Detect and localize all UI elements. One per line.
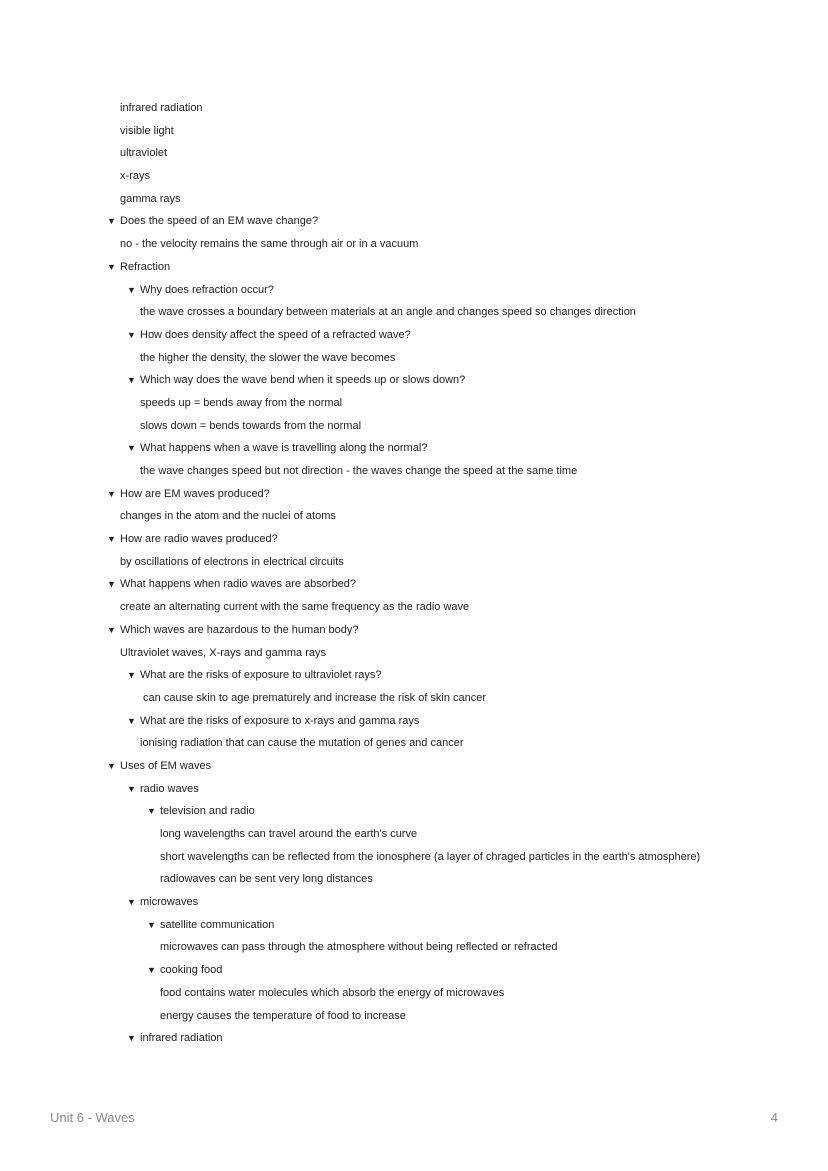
outline-item-text: Does the speed of an EM wave change?	[120, 215, 319, 228]
outline-item-text: How are EM waves produced?	[120, 487, 270, 500]
outline-text-item	[0, 394, 828, 417]
outline-text-item	[0, 167, 828, 190]
outline-list	[0, 99, 828, 1052]
outline-toggle-item[interactable]	[0, 757, 828, 780]
outline-toggle-item[interactable]	[0, 712, 828, 735]
outline-item-text: infrared radiation	[120, 102, 203, 114]
outline-toggle-item[interactable]	[0, 621, 828, 644]
collapse-triangle-icon[interactable]: ▼	[127, 284, 136, 295]
footer-title: Unit 6 - Waves	[50, 1110, 135, 1125]
outline-item-text: Which waves are hazardous to the human body?	[120, 623, 359, 636]
collapse-triangle-icon[interactable]: ▼	[127, 329, 136, 340]
collapse-triangle-icon[interactable]: ▼	[107, 488, 116, 499]
outline-item-text: the wave changes speed but not direction - the waves change the speed at the same time	[140, 465, 578, 477]
outline-item-text: cooking food	[160, 964, 223, 977]
outline-text-item	[0, 190, 828, 213]
outline-item-text: short wavelengths can be reflected from the ionosphere (a layer of chraged particles in the earth's atmosphere)	[160, 850, 701, 863]
collapse-triangle-icon[interactable]: ▼	[127, 443, 136, 454]
outline-toggle-item[interactable]	[0, 326, 828, 349]
outline-item-text: the wave crosses a boundary between materials at an angle and changes speed so changes direction	[140, 306, 636, 319]
outline-toggle-item[interactable]	[0, 1029, 828, 1052]
outline-text-item	[0, 598, 828, 621]
outline-text-item	[0, 984, 828, 1007]
collapse-triangle-icon[interactable]: ▼	[147, 806, 156, 817]
outline-item-text: gamma rays	[120, 192, 181, 205]
collapse-triangle-icon[interactable]: ▼	[127, 783, 136, 794]
outline-toggle-item[interactable]	[0, 485, 828, 508]
outline-text-item	[0, 644, 828, 667]
outline-text-item	[0, 734, 828, 757]
outline-text-item	[0, 938, 828, 961]
outline-item-text: microwaves can pass through the atmosphere without being reflected or refracted	[160, 941, 558, 954]
outline-toggle-item[interactable]	[0, 212, 828, 235]
outline-item-text: speeds up = bends away from the normal	[140, 396, 343, 409]
outline-toggle-item[interactable]	[0, 371, 828, 394]
outline-toggle-item[interactable]	[0, 780, 828, 803]
outline-item-text: Refraction	[120, 260, 171, 273]
outline-toggle-item[interactable]	[0, 258, 828, 281]
outline-item-text: radiowaves can be sent very long distances	[160, 873, 373, 886]
outline-toggle-item[interactable]	[0, 575, 828, 598]
collapse-triangle-icon[interactable]: ▼	[127, 375, 136, 386]
collapse-triangle-icon[interactable]: ▼	[127, 670, 136, 681]
outline-text-item	[0, 144, 828, 167]
collapse-triangle-icon[interactable]: ▼	[127, 1033, 136, 1044]
page-number: 4	[770, 1110, 778, 1125]
outline-item-text: microwaves	[140, 896, 199, 909]
outline-toggle-item[interactable]	[0, 802, 828, 825]
collapse-triangle-icon[interactable]: ▼	[107, 624, 116, 635]
outline-item-text: Ultraviolet waves, X-rays and gamma rays	[120, 646, 327, 659]
outline-item-text: How are radio waves produced?	[120, 533, 278, 546]
collapse-triangle-icon[interactable]: ▼	[147, 965, 156, 976]
outline-toggle-item[interactable]	[0, 666, 828, 689]
outline-item-text: What are the risks of exposure to x-rays and gamma rays	[140, 714, 420, 727]
outline-item-text: ionising radiation that can cause the mutation of genes and cancer	[140, 737, 464, 750]
collapse-triangle-icon[interactable]: ▼	[127, 897, 136, 908]
outline-item-text: by oscillations of electrons in electrical circuits	[120, 555, 344, 568]
collapse-triangle-icon[interactable]: ▼	[107, 760, 116, 771]
outline-item-text: What happens when radio waves are absorbed?	[120, 578, 357, 591]
outline-item-text: infrared radiation	[140, 1032, 223, 1045]
collapse-triangle-icon[interactable]: ▼	[107, 534, 116, 545]
collapse-triangle-icon[interactable]: ▼	[147, 919, 156, 930]
outline-item-text: visible light	[120, 124, 174, 137]
outline-item-text: Uses of EM waves	[120, 759, 212, 772]
outline-item-text: Why does refraction occur?	[140, 283, 274, 296]
outline-item-text: create an alternating current with the same frequency as the radio wave	[120, 601, 470, 614]
outline-item-text: What are the risks of exposure to ultraviolet rays?	[140, 669, 382, 682]
outline-text-item	[0, 349, 828, 372]
outline-item-text: slows down = bends towards from the normal	[140, 419, 362, 432]
outline-text-item	[0, 235, 828, 258]
outline-item-text: What happens when a wave is travelling along the normal?	[140, 442, 428, 455]
outline-text-item	[0, 303, 828, 326]
outline-toggle-item[interactable]	[0, 281, 828, 304]
outline-text-item	[0, 848, 828, 871]
outline-toggle-item[interactable]	[0, 439, 828, 462]
outline-item-text: radio waves	[140, 782, 199, 795]
outline-text-item	[0, 553, 828, 576]
outline-item-text: energy causes the temperature of food to increase	[160, 1009, 406, 1022]
outline-toggle-item[interactable]	[0, 916, 828, 939]
outline-item-text: satellite communication	[160, 918, 275, 931]
collapse-triangle-icon[interactable]: ▼	[127, 715, 136, 726]
outline-item-text: changes in the atom and the nuclei of atoms	[120, 510, 336, 523]
outline-toggle-item[interactable]	[0, 530, 828, 553]
outline-text-item	[0, 825, 828, 848]
outline-item-text: the higher the density, the slower the wave becomes	[140, 351, 396, 364]
outline-item-text: How does density affect the speed of a refracted wave?	[140, 328, 411, 341]
collapse-triangle-icon[interactable]: ▼	[107, 261, 116, 272]
outline-item-text: television and radio	[160, 805, 255, 818]
outline-text-item	[0, 99, 828, 122]
outline-text-item	[0, 870, 828, 893]
outline-item-text: ultraviolet	[120, 147, 168, 160]
outline-item-text: food contains water molecules which absorb the energy of microwaves	[160, 986, 505, 999]
outline-text-item	[0, 122, 828, 145]
collapse-triangle-icon[interactable]: ▼	[107, 216, 116, 227]
outline-text-item	[0, 1007, 828, 1030]
outline-text-item	[0, 417, 828, 440]
outline-toggle-item[interactable]	[0, 961, 828, 984]
outline-item-text: can cause skin to age prematurely and increase the risk of skin cancer	[140, 691, 487, 704]
outline-text-item	[0, 462, 828, 485]
outline-item-text: long wavelengths can travel around the earth's curve	[160, 828, 418, 840]
outline-item-text: x-rays	[120, 170, 150, 183]
outline-item-text: no - the velocity remains the same through air or in a vacuum	[120, 238, 419, 251]
outline-text-item	[0, 507, 828, 530]
outline-text-item	[0, 689, 828, 712]
collapse-triangle-icon[interactable]: ▼	[107, 579, 116, 590]
outline-item-text: Which way does the wave bend when it speeds up or slows down?	[140, 374, 466, 387]
outline-toggle-item[interactable]	[0, 893, 828, 916]
